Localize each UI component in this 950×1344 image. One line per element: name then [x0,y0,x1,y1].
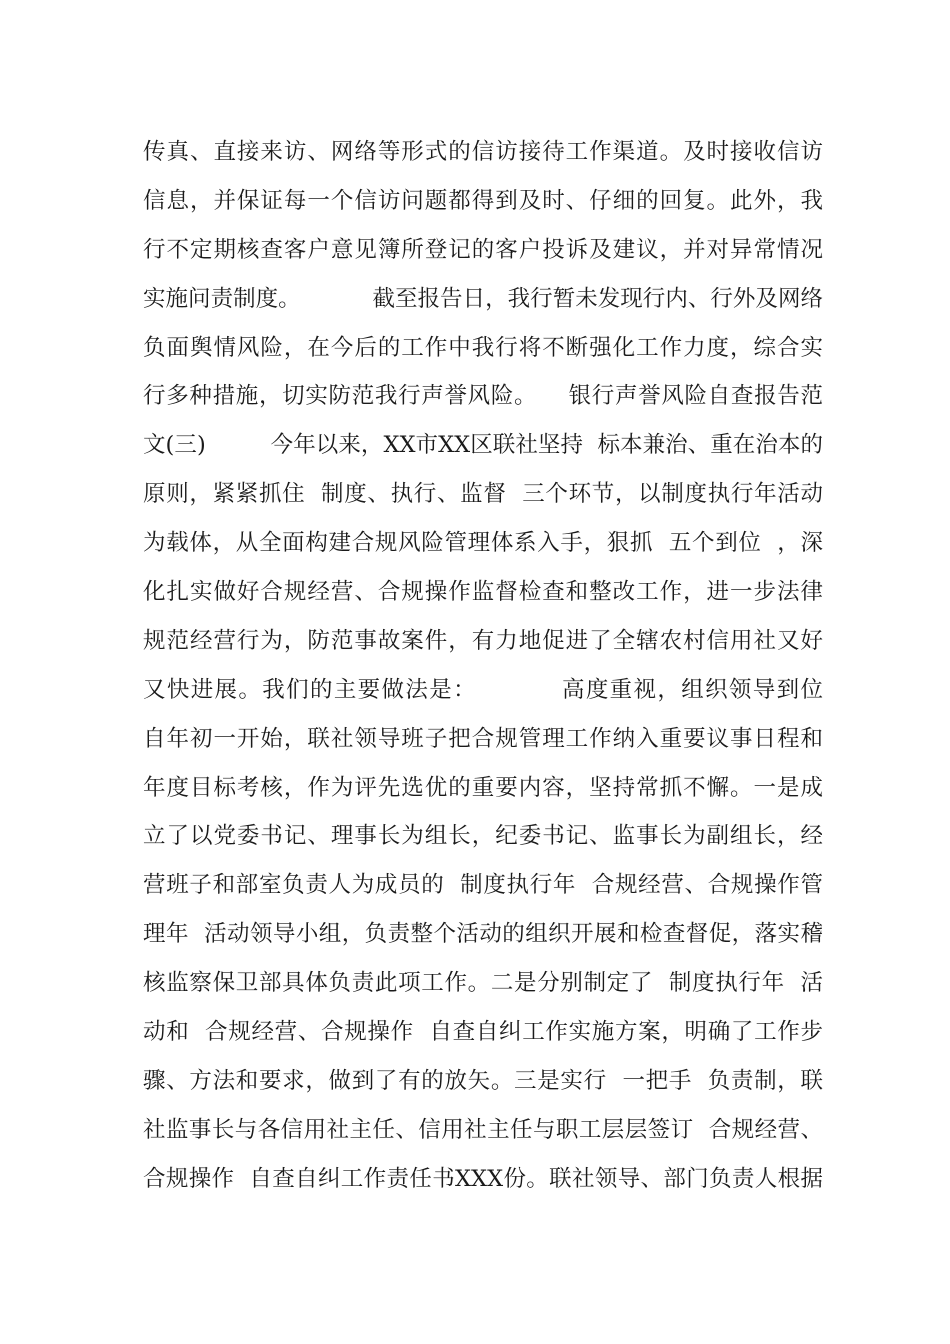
text-line: 信息，并保证每一个信访问题都得到及时、仔细的回复。此外，我 [143,187,823,214]
text-line: 化扎实做好合规经营、合规操作监督检查和整改工作，进一步法律 [143,579,823,606]
text-line: 行不定期核查客户意见簿所登记的客户投诉及建议，并对异常情况 [143,236,823,263]
text-line: 骤、方法和要求，做到了有的放矢。三是实行 一把手 负责制，联 [143,1067,823,1094]
text-line: 营班子和部室负责人为成员的 制度执行年 合规经营、合规操作管 [143,872,823,899]
text-line: 传真、直接来访、网络等形式的信访接待工作渠道。及时接收信访 [143,139,823,165]
text-line: 动和 合规经营、合规操作 自查自纠工作实施方案，明确了工作步 [143,1019,823,1046]
text-line: 立了以党委书记、理事长为组长，纪委书记、监事长为副组长，经 [143,823,823,850]
text-line: 又快进展。我们的主要做法是： 高度重视，组织领导到位 [143,676,823,703]
text-line: 理年 活动领导小组，负责整个活动的组织开展和检查督促，落实稽 [143,921,823,948]
text-line: 实施问责制度。 截至报告日，我行暂未发现行内、行外及网络 [143,285,823,312]
text-line: 负面舆情风险，在今后的工作中我行将不断强化工作力度，综合实 [143,334,823,361]
text-line: 合规操作 自查自纠工作责任书XXX份。联社领导、部门负责人根据 [143,1165,823,1192]
text-line: 原则，紧紧抓住 制度、执行、监督 三个环节，以制度执行年活动 [143,481,823,508]
text-line: 社监事长与各信用社主任、信用社主任与职工层层签订 合规经营、 [143,1116,823,1143]
text-line: 规范经营行为，防范事故案件，有力地促进了全辖农村信用社又好 [143,627,823,654]
text-line: 行多种措施，切实防范我行声誉风险。 银行声誉风险自查报告范 [143,383,823,410]
body-text [143,128,823,1204]
text-line: 年度目标考核，作为评先选优的重要内容，坚持常抓不懈。一是成 [143,774,823,801]
text-line: 核监察保卫部具体负责此项工作。二是分别制定了 制度执行年 活 [143,970,823,997]
text-line: 文(三) 今年以来，XX市XX区联社坚持 标本兼治、重在治本的 [143,432,823,459]
text-line: 自年初一开始，联社领导班子把合规管理工作纳入重要议事日程和 [143,725,823,752]
text-line: 为载体，从全面构建合规风险管理体系入手，狠抓 五个到位 ，深 [143,530,823,557]
